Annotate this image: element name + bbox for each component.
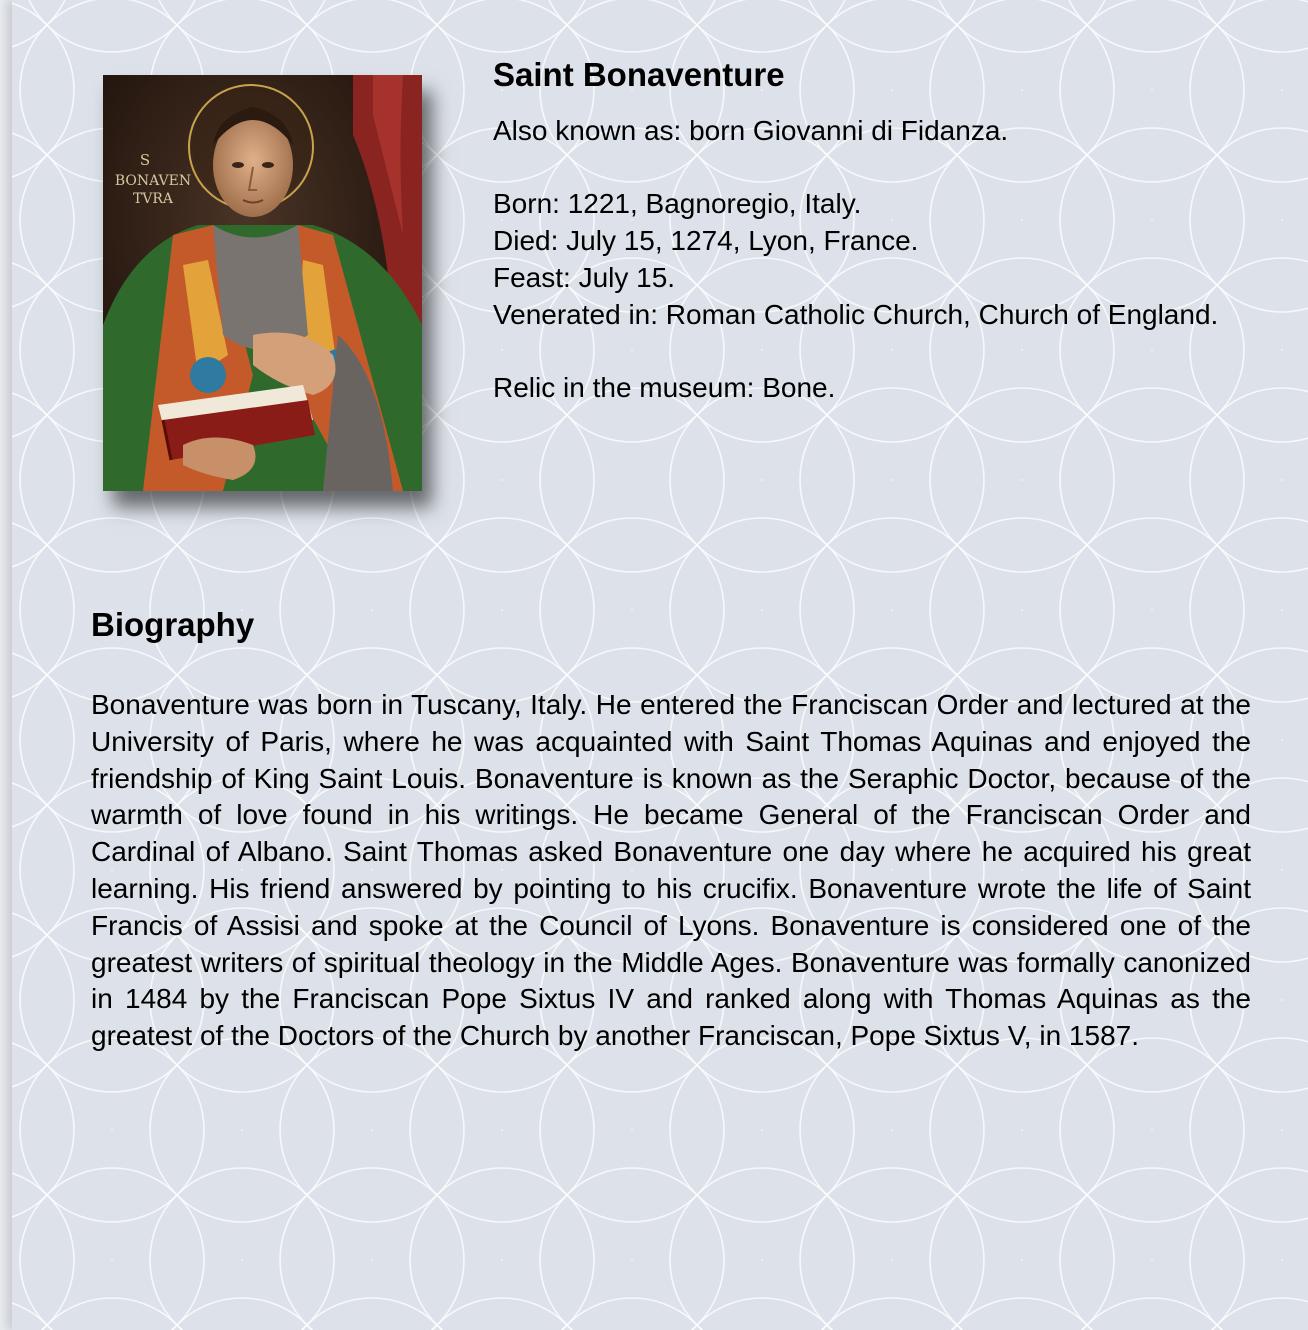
page-panel <box>12 0 1308 1330</box>
feast-line: Feast: July 15. <box>493 262 676 293</box>
portrait-inscription-line2: BONAVEN <box>114 173 192 189</box>
relic-line: Relic in the museum: Bone. <box>493 372 836 403</box>
portrait-inscription-line3: TVRA <box>132 191 174 207</box>
biography-heading: Biography <box>91 606 255 643</box>
portrait-inscription-s: S <box>139 151 151 169</box>
saint-info-block <box>493 54 1257 406</box>
died-line: Died: July 15, 1274, Lyon, France. <box>493 225 919 256</box>
born-line: Born: 1221, Bagnoregio, Italy. <box>493 188 862 219</box>
also-known-as: Also known as: born Giovanni di Fidanza. <box>493 115 1009 146</box>
saint-portrait-image <box>103 75 422 491</box>
saint-name-heading: Saint Bonaventure <box>493 56 785 93</box>
venerated-line: Venerated in: Roman Catholic Church, Church of England. <box>493 299 1219 330</box>
portrait-painting <box>103 75 422 491</box>
biography-text: Bonaventure was born in Tuscany, Italy. He entered the Franciscan Order and lectured at the University of Paris, where he was acquainted with Saint Thomas Aquinas and enjoyed the friendship of King Saint Louis. Bonaventure is known as the Seraphic Doctor, because of the warmth of love found in his writings. He became General of the Franciscan Order and Cardinal of Albano. Saint Thomas asked Bonaventure one day where he acquired his great learning. His friend answered by pointing to his crucifix. Bonaventure wrote the life of Saint Francis of Assisi and spoke at the Council of Lyons. Bonaventure is considered one of the greatest writers of spiritual theology in the Middle Ages. Bonaventure was formally canonized in 1484 by the Franciscan Pope Sixtus IV and ranked along with Thomas Aquinas as the greatest of the Doctors of the Church by another Franciscan, Pope Sixtus V, in 1587. <box>91 689 1251 1052</box>
